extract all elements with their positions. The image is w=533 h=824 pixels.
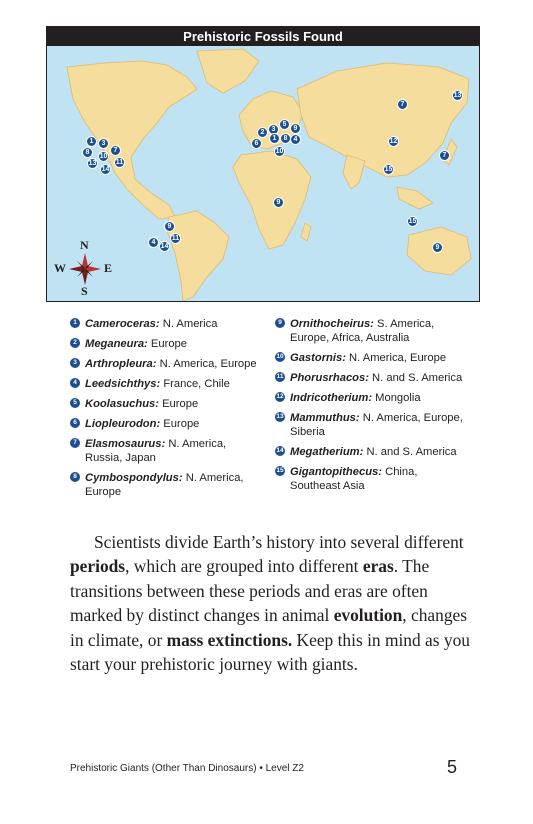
- legend-species: Arthropleura:: [85, 358, 157, 370]
- map-marker: 13: [453, 92, 462, 99]
- legend-item: [70, 397, 270, 411]
- legend-number: 2: [70, 338, 80, 348]
- body-text-segment: Keep this in mind as you start your prehistoric journey with giants.: [70, 629, 470, 675]
- map-marker: 11: [115, 159, 124, 166]
- legend-species: Cameroceras:: [85, 318, 160, 330]
- body-text-segment: . The transitions between these periods and eras are often marked by distinct changes in animal: [70, 556, 430, 626]
- legend-number: 12: [276, 393, 284, 400]
- legend-location: Mongolia: [372, 392, 421, 404]
- legend-item: [70, 357, 270, 371]
- madagascar-landmass: [301, 223, 311, 241]
- legend-species: Megatherium:: [290, 446, 364, 458]
- fossil-map: [46, 26, 480, 302]
- legend-number: 5: [70, 398, 80, 408]
- map-marker: 5: [279, 119, 290, 130]
- map-marker: 3: [98, 138, 109, 149]
- map-marker: 1: [269, 133, 280, 144]
- map-marker: 15: [384, 166, 393, 173]
- legend-item: [275, 411, 470, 439]
- map-marker: 7: [439, 150, 450, 161]
- legend-species: Koolasuchus:: [85, 398, 159, 410]
- legend-number: 11: [276, 373, 284, 380]
- legend-column-right: [275, 317, 465, 499]
- body-text-segment: , which are grouped into different: [125, 556, 363, 577]
- body-paragraph: [70, 530, 470, 676]
- legend-location: N. and S. America: [368, 372, 463, 384]
- legend-species: Gastornis:: [290, 352, 346, 364]
- legend-number: 1: [70, 318, 80, 328]
- legend-item: [275, 465, 450, 493]
- legend-number: 10: [276, 353, 284, 360]
- term-mass-extinctions: mass extinctions.: [166, 629, 293, 650]
- legend-item: [70, 417, 270, 431]
- legend-number: 9: [275, 318, 285, 328]
- legend-item: [70, 317, 270, 331]
- map-marker: 8: [280, 133, 291, 144]
- compass-south-label: S: [81, 284, 88, 298]
- map-marker: 6: [251, 138, 262, 149]
- legend-number: 7: [70, 438, 80, 448]
- legend-location: N. America, Europe: [85, 472, 244, 498]
- legend-location: N. America, Europe: [345, 352, 447, 364]
- south-america-landmass: [167, 211, 229, 301]
- legend-number: 15: [276, 467, 284, 474]
- legend-number: 14: [276, 447, 284, 454]
- map-marker: 10: [275, 148, 284, 155]
- legend-location: Europe: [147, 338, 187, 350]
- legend-species: Ornithocheirus:: [290, 318, 374, 330]
- legend-item: [70, 471, 255, 499]
- legend-location: N. and S. America: [363, 446, 457, 458]
- map-marker: 11: [171, 235, 180, 242]
- india-landmass: [343, 155, 365, 189]
- map-marker: 15: [408, 218, 417, 225]
- term-eras: eras: [362, 556, 394, 577]
- legend-species: Elasmosaurus:: [85, 438, 166, 450]
- term-evolution: evolution: [333, 605, 403, 626]
- page-number: 5: [447, 757, 458, 777]
- world-map: [47, 27, 479, 301]
- legend-item: [275, 445, 465, 459]
- legend-number: 8: [70, 472, 80, 482]
- legend-item: [275, 317, 460, 345]
- legend-item: [70, 437, 245, 465]
- legend-species: Leedsichthys:: [85, 378, 161, 390]
- legend-location: N. America: [159, 318, 218, 330]
- legend-species: Liopleurodon:: [85, 418, 161, 430]
- legend-location: China, Southeast Asia: [290, 466, 418, 492]
- legend-column-left: [70, 317, 270, 505]
- map-marker: 4: [290, 134, 301, 145]
- map-marker: 8: [82, 147, 93, 158]
- legend-location: S. America, Europe, Africa, Australia: [290, 318, 435, 344]
- legend-item: [275, 371, 465, 385]
- legend-number: 3: [70, 358, 80, 368]
- legend-item: [275, 351, 465, 365]
- legend-location: N. America, Russia, Japan: [85, 438, 227, 464]
- map-title: Prehistoric Fossils Found: [47, 27, 479, 46]
- map-marker: 7: [397, 99, 408, 110]
- map-marker: 9: [290, 123, 301, 134]
- map-marker: 9: [273, 197, 284, 208]
- map-marker: 12: [389, 138, 398, 145]
- southeast-asia-islands: [397, 187, 433, 209]
- legend-location: N. America, Europe: [156, 358, 257, 370]
- legend-number: 13: [276, 413, 284, 420]
- legend-species: Meganeura:: [85, 338, 148, 350]
- term-periods: periods: [70, 556, 126, 577]
- legend-location: N. America, Europe, Siberia: [290, 412, 463, 438]
- body-text-segment: Scientists divide Earth’s history into several different: [94, 532, 464, 552]
- legend-location: France, Chile: [160, 378, 230, 390]
- map-marker: 1: [86, 136, 97, 147]
- legend-number: 6: [70, 418, 80, 428]
- body-text-segment: , changes in climate, or: [70, 605, 468, 650]
- legend-species: Cymbospondylus:: [85, 472, 183, 484]
- legend-species: Indricotherium:: [290, 392, 373, 404]
- legend-species: Phorusrhacos:: [290, 372, 369, 384]
- legend-item: [275, 391, 465, 405]
- legend-item: [70, 337, 270, 351]
- legend-item: [70, 377, 270, 391]
- greenland-landmass: [197, 49, 259, 93]
- map-marker: 3: [268, 124, 279, 135]
- map-marker: 4: [148, 237, 159, 248]
- footer-book-title: Prehistoric Giants (Other Than Dinosaurs) • Level Z2: [70, 763, 304, 774]
- compass-west-label: W: [54, 261, 66, 275]
- legend-species: Gigantopithecus:: [290, 466, 382, 478]
- compass-rose: [69, 253, 101, 285]
- compass-north-label: N: [80, 238, 89, 252]
- legend-species: Mammuthus:: [290, 412, 360, 424]
- map-marker: 9: [164, 221, 175, 232]
- map-marker: 14: [160, 243, 169, 250]
- map-marker: 9: [432, 242, 443, 253]
- map-marker: 13: [88, 160, 97, 167]
- legend-number: 4: [70, 378, 80, 388]
- legend-location: Europe: [158, 398, 199, 410]
- africa-landmass: [233, 151, 311, 249]
- map-marker: 2: [257, 127, 268, 138]
- legend-location: Europe: [160, 418, 200, 430]
- compass-east-label: E: [104, 261, 113, 275]
- map-marker: 7: [110, 145, 121, 156]
- map-marker: 10: [99, 153, 108, 160]
- map-marker: 14: [101, 166, 110, 173]
